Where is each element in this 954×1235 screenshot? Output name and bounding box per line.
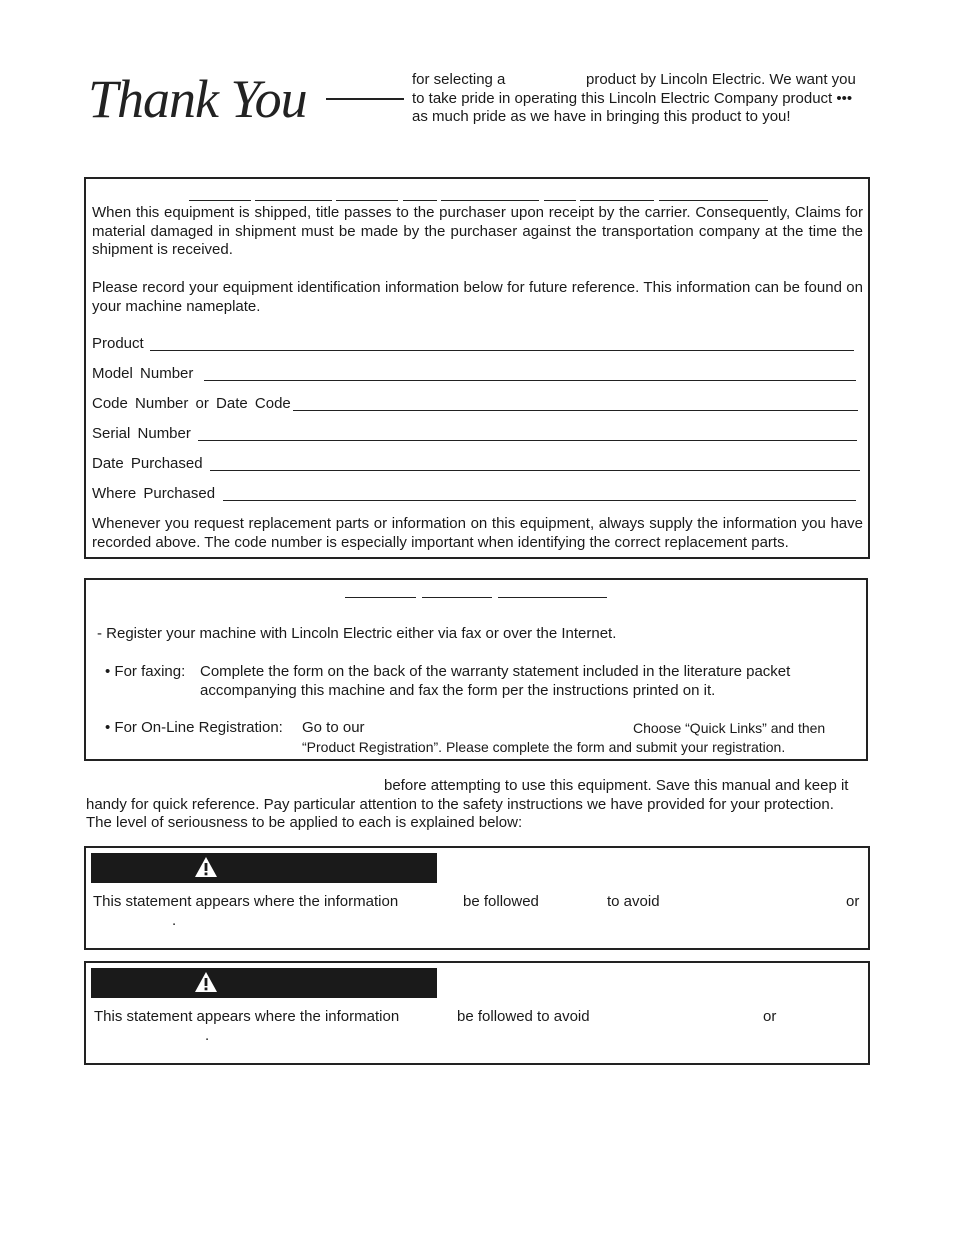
serial-number-input-line[interactable] xyxy=(198,440,857,441)
where-purchased-field: Where Purchased xyxy=(92,485,856,502)
warning2-text-a: This statement appears where the information xyxy=(94,1008,400,1025)
code-number-field: Code Number or Date Code xyxy=(92,395,858,412)
intro-line2: to take pride in operating this Lincoln Electric Company product ••• xyxy=(412,89,853,107)
where-purchased-input-line[interactable] xyxy=(223,500,856,501)
intro-text xyxy=(412,71,872,127)
product-input-line[interactable] xyxy=(150,350,854,351)
registration-intro: - Register your machine with Lincoln Electric either via fax or over the Internet. xyxy=(97,625,617,642)
warning1-text-b: be followed xyxy=(463,893,539,910)
heading-underline xyxy=(422,597,492,598)
thank-you-title: Thank You xyxy=(88,69,307,129)
warning2-text-b: be followed to avoid xyxy=(457,1008,590,1025)
read-manual-text xyxy=(86,777,868,833)
heading-underline xyxy=(345,597,416,598)
model-number-field: Model Number xyxy=(92,365,856,382)
warning-triangle-icon xyxy=(194,971,218,993)
warning2-text-c: or xyxy=(763,1008,777,1025)
read-line3: The level of seriousness to be applied to each is explained below: xyxy=(86,814,523,831)
code-number-input-line[interactable] xyxy=(293,410,858,411)
model-number-input-line[interactable] xyxy=(204,380,856,381)
online-quick-links: Choose “Quick Links” and then xyxy=(633,720,826,736)
date-purchased-input-line[interactable] xyxy=(210,470,860,471)
heading-underline xyxy=(441,200,539,201)
warning1-text-c: to avoid xyxy=(607,893,660,910)
fax-line2: accompanying this machine and fax the form per the instructions printed on it. xyxy=(200,682,716,699)
heading-underline xyxy=(544,200,576,201)
warning1-text-a: This statement appears where the information xyxy=(93,893,399,910)
intro-line1-b: product by Lincoln Electric. We want you xyxy=(586,71,856,88)
online-goto: Go to our xyxy=(302,719,365,736)
record-info-paragraph: Please record your equipment identification information below for future reference. This information can be found on your machine nameplate. xyxy=(92,279,863,315)
warning-triangle-icon xyxy=(194,856,218,878)
warning1-text-d: or xyxy=(846,893,860,910)
read-line2: handy for quick reference. Pay particular attention to the safety instructions we have provided for your protection. xyxy=(86,795,834,813)
read-line1: before attempting to use this equipment. Save this manual and keep it xyxy=(384,777,849,794)
intro-line1-a: for selecting a xyxy=(412,71,506,88)
replacement-parts-paragraph: Whenever you request replacement parts or information on this equipment, always supply the information you have recorded above. The code number is especially important when identifying the correct replacement parts. xyxy=(92,515,863,551)
warning-box-1 xyxy=(84,846,870,950)
heading-underline xyxy=(189,200,251,201)
registration-box xyxy=(84,578,868,761)
date-purchased-field: Date Purchased xyxy=(92,455,860,472)
serial-number-field: Serial Number xyxy=(92,425,857,442)
heading-underline xyxy=(255,200,332,201)
heading-underline xyxy=(498,597,607,598)
online-line2: “Product Registration”. Please complete the form and submit your registration. xyxy=(302,739,786,755)
warning2-text-d: . xyxy=(205,1027,210,1044)
fax-label: • For faxing: xyxy=(105,663,186,680)
heading-underline xyxy=(336,200,398,201)
warning-header-bar-1 xyxy=(91,853,437,883)
fax-line1: Complete the form on the back of the warranty statement included in the literature packet xyxy=(200,663,791,680)
warning-box-2 xyxy=(84,961,870,1065)
online-label: • For On-Line Registration: xyxy=(105,719,283,736)
heading-underline xyxy=(659,200,768,201)
heading-underline xyxy=(580,200,654,201)
warning1-text-e: . xyxy=(172,912,177,929)
shipment-claims-paragraph: When this equipment is shipped, title passes to the purchaser upon receipt by the carrier. Consequently, Claims for material damaged in shipment must be made by the purchaser against the transportation company at the time the shipment is received. xyxy=(92,204,863,258)
shipment-info-box xyxy=(84,177,870,559)
intro-line3: as much pride as we have in bringing this product to you! xyxy=(412,108,791,125)
title-rule xyxy=(326,98,404,100)
warning-header-bar-2 xyxy=(91,968,437,998)
product-field: Product xyxy=(92,335,854,352)
heading-underline xyxy=(403,200,437,201)
